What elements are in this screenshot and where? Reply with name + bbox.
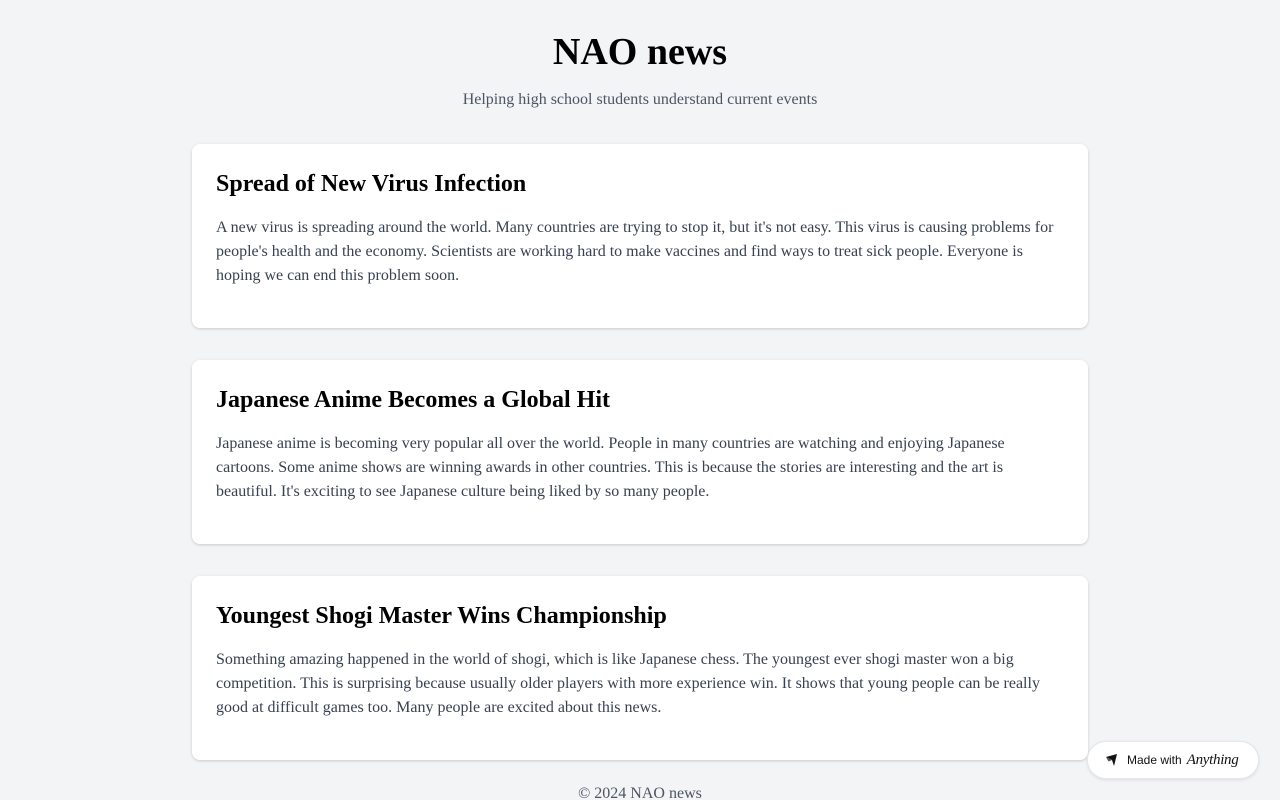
made-with-anything-badge[interactable] (1087, 741, 1259, 779)
article-card (192, 576, 1088, 760)
site-title: NAO news (552, 31, 728, 73)
article-title: Youngest Shogi Master Wins Championship (216, 603, 667, 629)
article-body: Something amazing happened in the world of shogi, which is like Japanese chess. The youngest ever shogi master won a big competition. This is surprising because usually older players with more experience win. It shows that young people can be really good at difficult games too. Many people are excited about this news. (216, 651, 1040, 716)
anything-logo-icon (1105, 753, 1119, 767)
article-title: Spread of New Virus Infection (216, 171, 527, 197)
article-list (192, 144, 1088, 760)
site-tagline: Helping high school students understand current events (462, 91, 818, 108)
anything-brand-label: Anything (1186, 751, 1239, 768)
article-body: Japanese anime is becoming very popular all over the world. People in many countries are watching and enjoying Japanese cartoons. Some anime shows are winning awards in other countries. This is because the stories are interesting and the art is beautiful. It's exciting to see Japanese culture being liked by so many people. (216, 435, 1005, 500)
site-header (0, 0, 1280, 110)
article-card (192, 144, 1088, 328)
made-with-label: Made with (1127, 753, 1182, 767)
article-body: A new virus is spreading around the world. Many countries are trying to stop it, but it's not easy. This virus is causing problems for people's health and the economy. Scientists are working hard to make vaccines and find ways to treat sick people. Everyone is hoping we can end this problem soon. (216, 219, 1054, 284)
site-footer: © 2024 NAO news (578, 785, 702, 800)
article-title: Japanese Anime Becomes a Global Hit (216, 387, 610, 413)
article-card (192, 360, 1088, 544)
